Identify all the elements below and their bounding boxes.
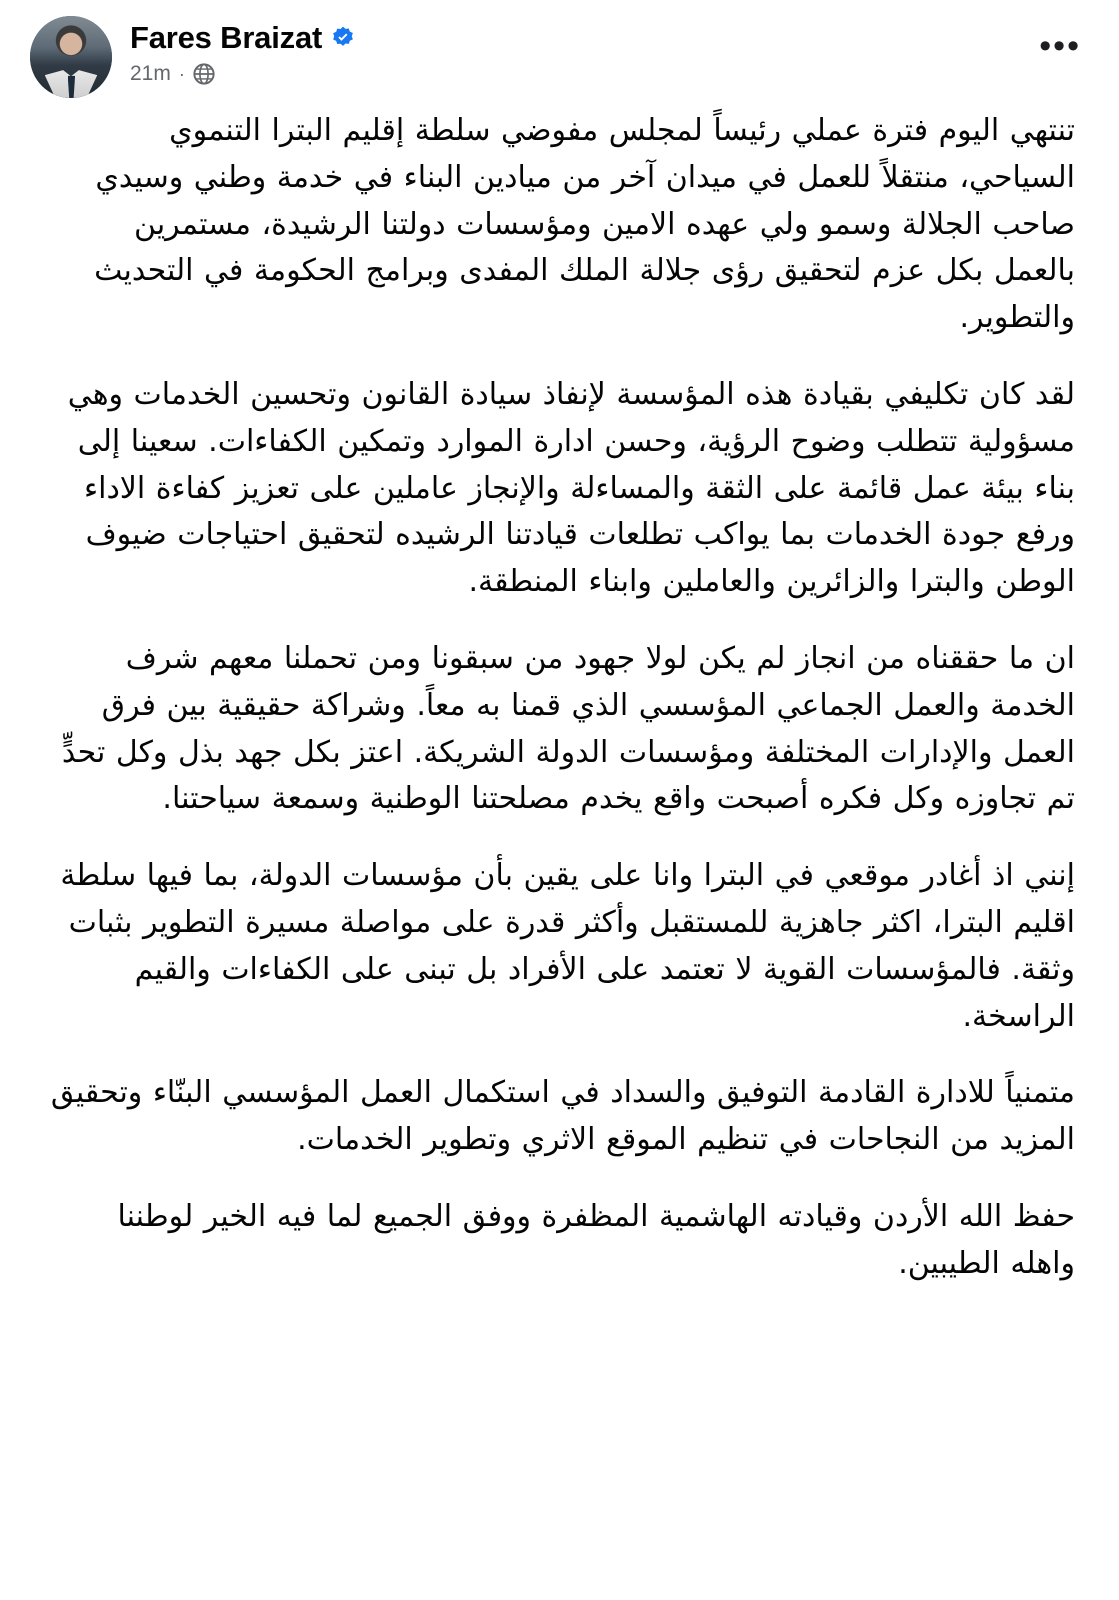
- post-paragraph: ان ما حققناه من انجاز لم يكن لولا جهود من سبقونا ومن تحملنا معهم شرف الخدمة والعمل الجماعي المؤسسي الذي قمنا به معاً. وشراكة حقيقية بين فرق العمل والإدارات المختلفة ومؤسسات الدولة الشريكة. اعتز بكل جهد بذل وكل تحدٍّ تم تجاوزه وكل فكره أصبحت واقع يخدم مصلحتنا الوطنية وسمعة سياحتنا.: [61, 640, 1075, 817]
- post-author-block: [130, 16, 1029, 86]
- globe-icon[interactable]: [193, 63, 215, 85]
- meta-separator: ·: [178, 63, 185, 84]
- post-options-menu[interactable]: •••: [1039, 27, 1081, 65]
- author-name-row: [130, 20, 1029, 56]
- post-text-content: [0, 104, 1119, 1318]
- avatar[interactable]: [30, 16, 112, 98]
- post-paragraph: إنني اذ أغادر موقعي في البترا وانا على يقين بأن مؤسسات الدولة، بما فيها سلطة اقليم البترا، اكثر جاهزية للمستقبل وأكثر قدرة على مواصلة مسيرة التطوير بثبات وثقة. فالمؤسسات القوية لا تعتمد على الأفراد بل تبنى على الكفاءات والقيم الراسخة.: [60, 858, 1075, 1034]
- post-header: [0, 0, 1119, 104]
- post-meta: [130, 62, 1029, 86]
- author-name[interactable]: Fares Braizat: [130, 20, 323, 55]
- post-timestamp[interactable]: 21m: [130, 61, 171, 85]
- post-paragraph: متمنياً للادارة القادمة التوفيق والسداد في استكمال العمل المؤسسي البنّاء وتحقيق المزيد من النجاحات في تنظيم الموقع الاثري وتطوير الخدمات.: [50, 1075, 1075, 1158]
- post-paragraph: لقد كان تكليفي بقيادة هذه المؤسسة لإنفاذ سيادة القانون وتحسين الخدمات وهي مسؤولية تتطلب وضوح الرؤية، وحسن ادارة الموارد وتمكين الكفاءات. سعينا إلى بناء بيئة عمل قائمة على الثقة والمساءلة والإنجاز عاملين على تعزيز كفاءة الاداء ورفع جودة الخدمات بما يواكب تطلعات قيادتنا الرشيده لتحقيق احتياجات ضيوف الوطن والبترا والزائرين والعاملين وابناء المنطقة.: [67, 376, 1075, 600]
- verified-badge-icon: [330, 25, 356, 51]
- post-paragraph: حفظ الله الأردن وقيادته الهاشمية المظفرة ووفق الجميع لما فيه الخير لوطننا واهله الطيبين.: [117, 1198, 1075, 1281]
- post-paragraph: تنتهي اليوم فترة عملي رئيساً لمجلس مفوضي سلطة إقليم البترا التنموي السياحي، منتقلاً للعمل في ميدان آخر من ميادين البناء في خدمة وطني وسيدي صاحب الجلالة وسمو ولي عهده الامين ومؤسسات دولتنا الرشيدة، مستمرين بالعمل بكل عزم لتحقيق رؤى جلالة الملك المفدى وبرامج الحكومة في التحديث والتطوير.: [94, 113, 1075, 336]
